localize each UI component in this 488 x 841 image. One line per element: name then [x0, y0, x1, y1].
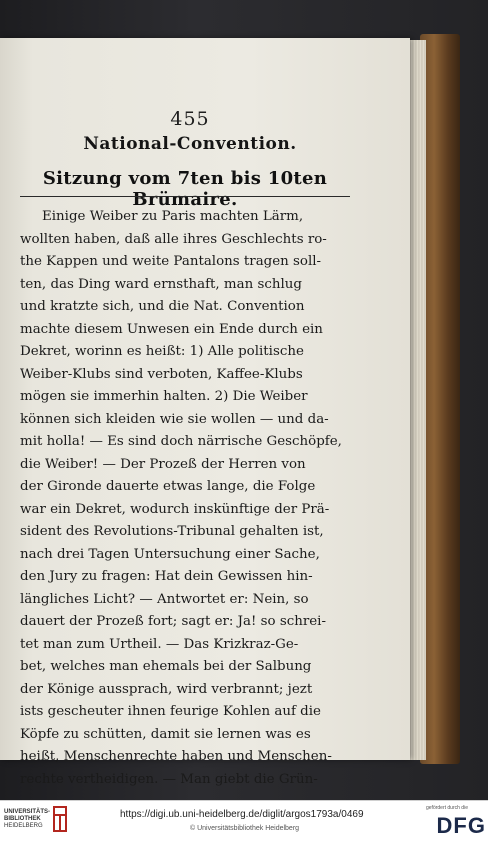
- book-page: [0, 38, 410, 787]
- text-line: the Kappen und weite Pantalons tragen soll-: [20, 254, 322, 269]
- text-line: war ein Dekret, wodurch inskünftige der Prä-: [20, 501, 330, 517]
- text-line: der Gironde dauerte etwas lange, die Folge: [20, 479, 316, 494]
- text-line: mit holla! — Es sind doch närrische Geschöpfe,: [20, 434, 342, 449]
- text-line: längliches Licht? — Antwortet er: Nein, so: [20, 591, 309, 607]
- text-line: dauert der Prozeß fort; sagt er: Ja! so schrei-: [20, 614, 326, 629]
- text-line: machte diesem Unwesen ein Ende durch ein: [20, 321, 323, 337]
- text-line: nach drei Tagen Untersuchung einer Sache,: [20, 546, 320, 562]
- text-line: bet, welches man ehemals bei der Salbung: [20, 659, 312, 674]
- text-line: ists gescheuter ihnen feurige Kohlen auf die: [20, 704, 321, 719]
- body-text: [20, 206, 352, 791]
- text-line: sident des Revolutions-Tribunal gehalten ist,: [20, 524, 324, 539]
- text-line: können sich kleiden wie sie wollen — und da-: [20, 411, 329, 427]
- text-line: Dekret, worinn es heißt: 1) Alle politische: [20, 344, 304, 359]
- text-line: wollten haben, daß alle ihres Geschlechts ro-: [20, 231, 327, 247]
- library-name-line2: BIBLIOTHEK: [4, 816, 41, 822]
- dfg-logo: DFG: [436, 813, 486, 838]
- library-name-line1: UNIVERSITÄTS-: [4, 809, 51, 815]
- text-line: den Jury zu fragen: Hat dein Gewissen hin-: [20, 569, 313, 584]
- text-line: ten, das Ding ward ernsthaft, man schlug: [20, 276, 302, 292]
- library-logo-text: [4, 809, 52, 830]
- funding-note: gefördert durch die: [426, 805, 468, 811]
- library-name-line3: HEIDELBERG: [4, 823, 43, 829]
- text-line: die Weiber! — Der Prozeß der Herren von: [20, 456, 306, 472]
- book-spine-edge: [420, 34, 460, 764]
- session-title: Sitzung vom 7ten bis 10ten Brümaire.: [42, 168, 328, 210]
- title-rule: [20, 196, 350, 197]
- text-line: Einige Weiber zu Paris machten Lärm,: [42, 209, 304, 224]
- text-line: und kratzte sich, und die Nat. Convention: [20, 299, 305, 314]
- text-line: heißt, Menschenrechte haben und Menschen-: [20, 749, 332, 764]
- text-line: Weiber-Klubs sind verboten, Kaffee-Klubs: [20, 366, 303, 382]
- permalink-url[interactable]: https://digi.ub.uni-heidelberg.de/diglit/argos1793a/0469: [120, 809, 364, 820]
- copyright-notice: © Universitätsbibliothek Heidelberg: [190, 825, 300, 832]
- university-seal-icon: [52, 805, 68, 833]
- text-line: mögen sie immerhin halten. 2) Die Weiber: [20, 389, 308, 404]
- text-line: der Könige aussprach, wird verbrannt; jezt: [20, 681, 313, 697]
- viewer-footer: [0, 800, 488, 841]
- text-line: tet man zum Urtheil. — Das Krizkraz-Ge-: [20, 636, 299, 652]
- page-number: 455: [170, 108, 210, 130]
- text-line: rechte vertheidigen. — Man giebt die Grün-: [20, 771, 318, 787]
- section-title: National-Convention.: [83, 134, 297, 154]
- text-line: Köpfe zu schütten, damit sie lernen was es: [20, 726, 311, 742]
